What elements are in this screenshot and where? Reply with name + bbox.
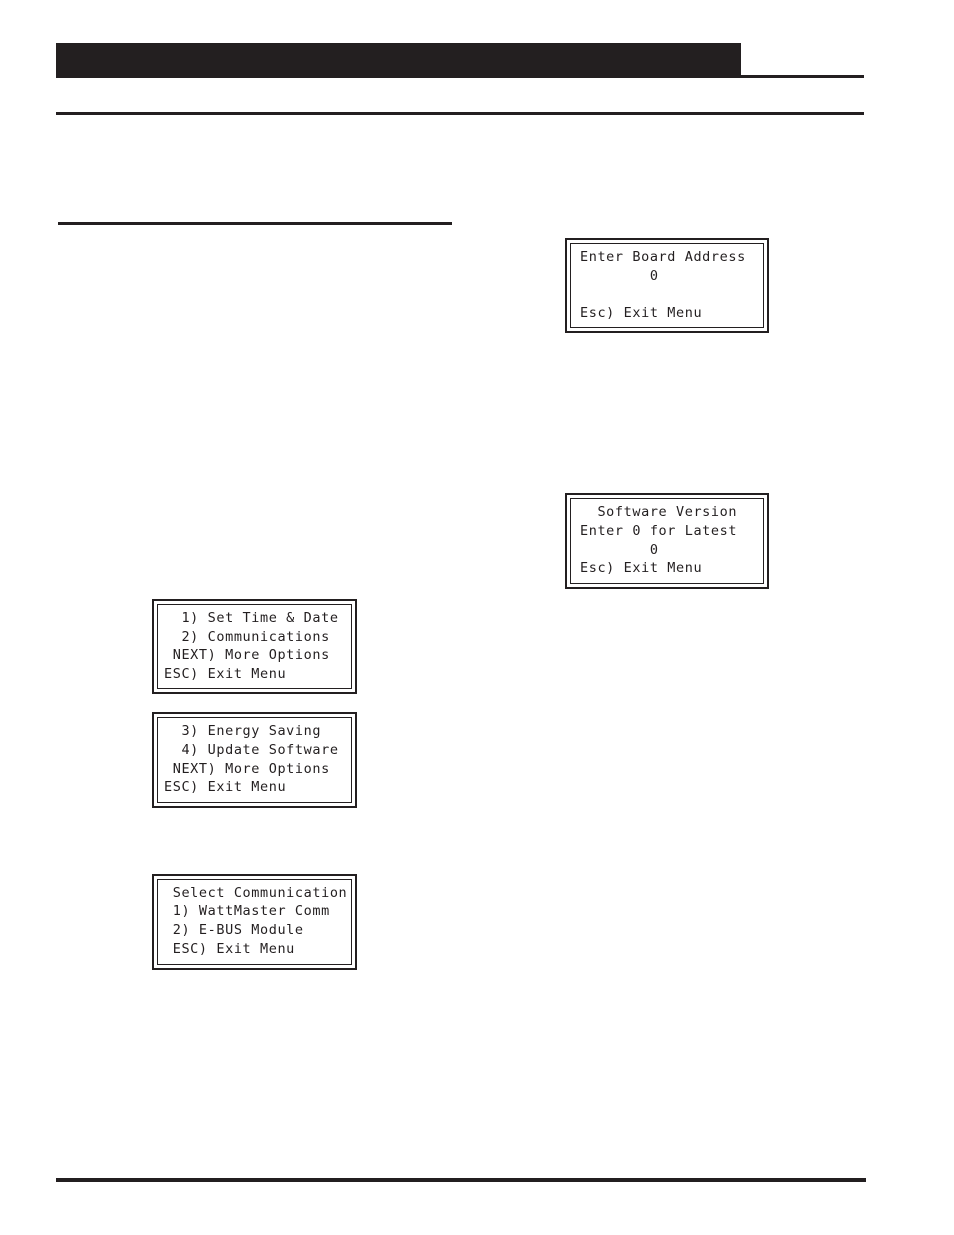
lcd-line: 4) Update Software bbox=[164, 742, 339, 758]
section-rule bbox=[58, 222, 452, 225]
lcd-main-menu-1 bbox=[152, 599, 357, 694]
footer-rule bbox=[56, 1178, 866, 1182]
lcd-line: Esc) Exit Menu bbox=[580, 560, 703, 576]
lcd-line: ESC) Exit Menu bbox=[164, 941, 295, 957]
lcd-main-menu-2 bbox=[152, 712, 357, 808]
header-bar bbox=[56, 43, 741, 78]
header-rule bbox=[56, 112, 864, 115]
lcd-select-communication bbox=[152, 874, 357, 970]
lcd-software-version bbox=[565, 493, 769, 589]
header-underline bbox=[56, 75, 864, 78]
lcd-line: 3) Energy Saving bbox=[164, 723, 322, 739]
lcd-line: 0 bbox=[580, 542, 659, 558]
lcd-line: Esc) Exit Menu bbox=[580, 305, 703, 321]
lcd-line: 0 bbox=[580, 268, 659, 284]
lcd-line: 2) E-BUS Module bbox=[164, 922, 304, 938]
lcd-line: 2) Communications bbox=[164, 629, 330, 645]
lcd-line: ESC) Exit Menu bbox=[164, 666, 287, 682]
lcd-line: Select Communication bbox=[164, 885, 348, 901]
lcd-line: 1) WattMaster Comm bbox=[164, 903, 330, 919]
lcd-board-address bbox=[565, 238, 769, 333]
lcd-line: NEXT) More Options bbox=[164, 761, 330, 777]
lcd-line: Enter 0 for Latest bbox=[580, 523, 738, 539]
lcd-line: 1) Set Time & Date bbox=[164, 610, 339, 626]
lcd-line: ESC) Exit Menu bbox=[164, 779, 287, 795]
lcd-line: NEXT) More Options bbox=[164, 647, 330, 663]
lcd-line: Enter Board Address bbox=[580, 249, 746, 265]
lcd-line: Software Version bbox=[580, 504, 738, 520]
